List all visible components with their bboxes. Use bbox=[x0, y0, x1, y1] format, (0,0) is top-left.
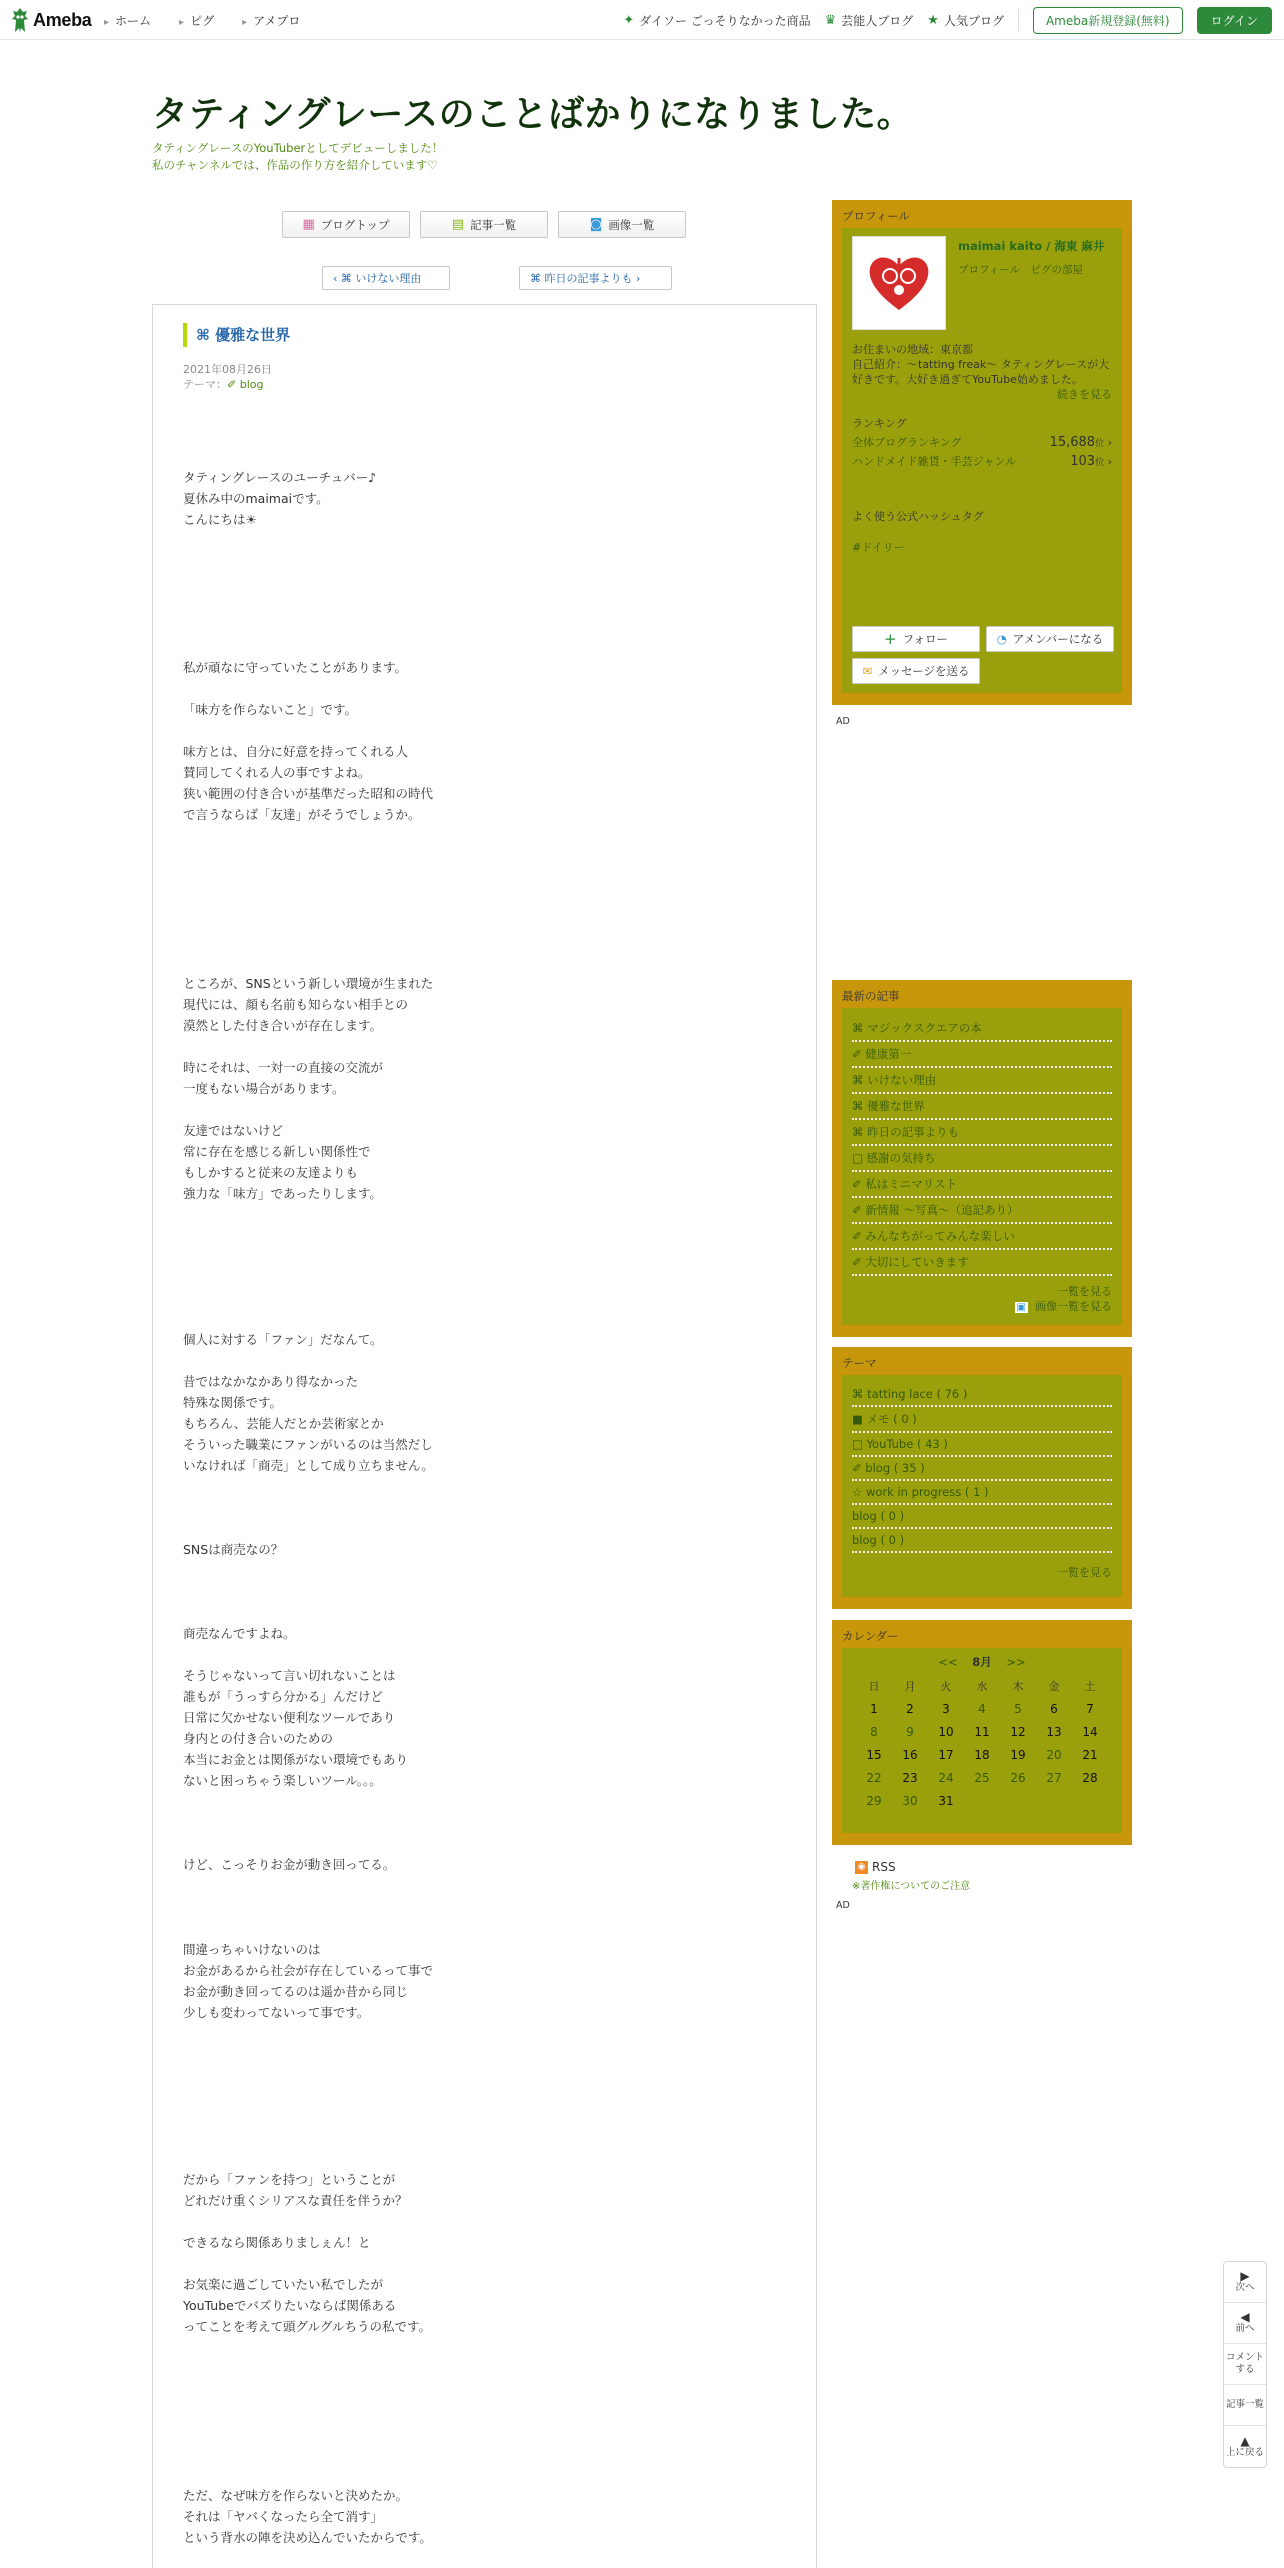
image-icon: ▣ bbox=[1016, 1302, 1026, 1313]
global-nav bbox=[104, 0, 300, 40]
item-icon: □ bbox=[852, 1437, 863, 1451]
item-icon: ✐ bbox=[852, 1461, 862, 1475]
calendar-empty-cell bbox=[1000, 1789, 1036, 1812]
item-icon: ⌘ bbox=[852, 1073, 864, 1087]
themes-inner bbox=[842, 1375, 1122, 1597]
item-icon: ☆ bbox=[852, 1485, 863, 1499]
calendar-weekday: 月 bbox=[904, 1679, 916, 1693]
calendar-grid bbox=[856, 1674, 1108, 1812]
theme-item[interactable] bbox=[852, 1383, 1112, 1407]
prev-button[interactable] bbox=[1224, 2303, 1266, 2344]
link-popular-label: 人気ブログ bbox=[943, 13, 1004, 28]
item-icon: ⌘ bbox=[852, 1125, 864, 1139]
ad-label: AD bbox=[836, 1900, 850, 1911]
profile-box bbox=[832, 200, 1132, 705]
prev-article-link[interactable] bbox=[322, 266, 450, 290]
recent-title: 大切にしていきます bbox=[865, 1255, 969, 1269]
calendar-day: 30 bbox=[902, 1793, 918, 1808]
arrow-left-icon: ◀ bbox=[1240, 2310, 1250, 2324]
theme-item[interactable] bbox=[852, 1457, 1112, 1481]
calendar-day-link[interactable]: 6 bbox=[1050, 1701, 1058, 1716]
article-paragraph: ただ、なぜ味方を作らないと決めたか。 それは「ヤバくなったら全て消す」 という背水の陣を決め込んでいたからです。 bbox=[183, 2488, 432, 2545]
themes-heading: テーマ bbox=[842, 1356, 877, 1370]
calendar-icon: ▦ bbox=[302, 217, 315, 232]
calendar-day-link[interactable]: 23 bbox=[902, 1770, 918, 1785]
calendar-inner bbox=[842, 1648, 1122, 1833]
image-list-link[interactable] bbox=[852, 1299, 1112, 1315]
article-paragraph: ところが、SNSという新しい環境が生まれた 現代には、顔も名前も知らない相手との 漠然とした付き合いが存在します。 時にそれは、一対一の直接の交流が 一度もない場合があります。 友達ではないけど 常に存在を感じる新しい関係性で もしかすると従来の友達よりも 強力な「味方」であったりします。 bbox=[183, 976, 434, 1201]
item-icon: ✐ bbox=[852, 1255, 862, 1269]
ranking-row[interactable] bbox=[852, 454, 1112, 471]
calendar-day-link[interactable]: 31 bbox=[938, 1793, 954, 1808]
camera-icon: ◙ bbox=[589, 217, 603, 232]
chat-icon: ◔ bbox=[996, 632, 1007, 646]
recent-title: 健康第一 bbox=[865, 1047, 912, 1061]
recent-item[interactable] bbox=[852, 1068, 1112, 1094]
recent-inner bbox=[842, 1008, 1122, 1325]
link-daiso-label: ダイソー ごっそりなかった商品 bbox=[639, 13, 811, 28]
divider bbox=[1018, 9, 1019, 31]
calendar-weekday: 日 bbox=[868, 1679, 880, 1693]
calendar-day-link[interactable]: 14 bbox=[1082, 1724, 1098, 1739]
calendar-day-link[interactable]: 15 bbox=[866, 1747, 882, 1762]
copyright-notice-link[interactable]: ※著作権についてのご注意 bbox=[852, 1881, 971, 1892]
calendar-day: 26 bbox=[1010, 1770, 1026, 1785]
calendar-weekday-row bbox=[856, 1674, 1108, 1697]
item-icon: ■ bbox=[852, 1412, 863, 1426]
calendar-weekday: 土 bbox=[1084, 1679, 1096, 1693]
profile-inner bbox=[842, 228, 1122, 693]
theme-title: blog ( 0 ) bbox=[852, 1509, 905, 1523]
recent-posts-box bbox=[832, 980, 1132, 1337]
ranking-unit: 位 bbox=[1095, 439, 1105, 449]
nav-home[interactable]: ▸ ホーム bbox=[104, 12, 151, 29]
calendar-week-row bbox=[856, 1743, 1108, 1766]
ranking-number: 103 bbox=[1070, 454, 1096, 469]
rss-icon: ◉ bbox=[855, 1861, 868, 1874]
recent-item[interactable] bbox=[852, 1172, 1112, 1198]
ranking-number: 15,688 bbox=[1049, 435, 1096, 450]
calendar-week-row bbox=[856, 1697, 1108, 1720]
calendar-day-link[interactable]: 11 bbox=[974, 1724, 990, 1739]
article-theme bbox=[183, 376, 263, 392]
image-list-button[interactable] bbox=[558, 211, 686, 238]
link-popular-blog[interactable] bbox=[927, 12, 1004, 29]
calendar-day: 24 bbox=[938, 1770, 954, 1785]
recent-item[interactable] bbox=[852, 1198, 1112, 1224]
sparkle-icon: ✦ bbox=[623, 12, 635, 28]
profile-residence: お住まいの地域：東京都 bbox=[852, 343, 973, 356]
recent-item[interactable] bbox=[852, 1224, 1112, 1250]
recent-title: 新情報 〜写真〜（追記あり） bbox=[865, 1203, 1019, 1217]
follow-label: フォロー bbox=[902, 632, 948, 646]
ranking-value: 15,688位 › bbox=[1049, 435, 1112, 450]
recent-title: マジックスクエアの本 bbox=[867, 1021, 982, 1035]
ranking-label: ハンドメイド雑貨・手芸ジャンル bbox=[852, 455, 1017, 468]
theme-item[interactable] bbox=[852, 1505, 1112, 1529]
calendar-month: 8月 bbox=[972, 1655, 992, 1669]
theme-title: work in progress ( 1 ) bbox=[865, 1485, 989, 1499]
next-article-label: 昨日の記事よりも bbox=[544, 272, 633, 285]
ranking-heading: ランキング bbox=[852, 417, 907, 430]
article-list-float-button[interactable]: 記事一覧 bbox=[1224, 2385, 1266, 2426]
theme-label: テーマ： bbox=[183, 378, 227, 391]
message-button[interactable] bbox=[852, 658, 980, 684]
theme-title: tatting lace ( 76 ) bbox=[867, 1387, 968, 1401]
calendar-week-row bbox=[856, 1789, 1108, 1812]
item-icon: ✐ bbox=[852, 1203, 862, 1217]
article-date: 2021年08月26日 bbox=[183, 363, 272, 376]
theme-item[interactable] bbox=[852, 1407, 1112, 1433]
calendar-day-link[interactable]: 28 bbox=[1082, 1770, 1098, 1785]
amember-button[interactable] bbox=[986, 626, 1114, 652]
item-icon: □ bbox=[852, 1151, 863, 1165]
chevron-right-icon: › bbox=[636, 271, 641, 285]
blog-description: タティングレースのYouTuberとしてデビューしました！ 私のチャンネルでは、作品の作り方を紹介しています♡ bbox=[152, 141, 444, 172]
comment-button[interactable]: コメント する bbox=[1224, 2344, 1266, 2385]
article-paragraph: 商売なんですよね。 そうじゃないって言い切れないことは 誰もが「うっすら分かる」んだけど 日常に欠かせない便利なツールであり 身内との付き合いのための 本当にお金とは関係がない環境でもあり ないと困っちゃう楽しいツール。。。 bbox=[183, 1626, 409, 1788]
blog-top-button[interactable] bbox=[282, 211, 410, 238]
pencil-icon: ✐ bbox=[227, 378, 237, 391]
calendar-week-row bbox=[856, 1720, 1108, 1743]
envelope-icon: ✉ bbox=[862, 664, 873, 678]
cmd-icon: ⌘ bbox=[530, 271, 541, 285]
recent-item[interactable] bbox=[852, 1120, 1112, 1146]
crown-icon: ♛ bbox=[824, 12, 837, 28]
themes-box bbox=[832, 1347, 1132, 1609]
calendar-heading: カレンダー bbox=[842, 1629, 899, 1643]
amember-label: アメンバーになる bbox=[1012, 632, 1104, 646]
article-paragraph: 間違っちゃいけないのは お金があるから社会が存在しているって事で お金が動き回ってるのは遥か昔から同じ 少しも変わってないって事です。 bbox=[183, 1942, 434, 2020]
theme-title: blog ( 0 ) bbox=[852, 1533, 905, 1547]
global-header bbox=[0, 0, 1284, 40]
blog-nav bbox=[282, 211, 686, 238]
profile-more-link[interactable]: 続きを見る bbox=[1057, 388, 1112, 401]
profile-intro: 自己紹介：〜tatting freak〜 タティングレースが大好きです。大好き過ぎてYouTube始めました。 bbox=[852, 358, 1110, 386]
calendar-day: 4 bbox=[978, 1701, 986, 1716]
calendar-day: 22 bbox=[866, 1770, 882, 1785]
back-to-top-label: 上に戻る bbox=[1225, 2446, 1264, 2458]
next-button[interactable] bbox=[1224, 2262, 1266, 2303]
link-celebrity-label: 芸能人ブログ bbox=[841, 13, 914, 28]
item-icon: ⌘ bbox=[852, 1021, 864, 1035]
calendar-day-link[interactable]: 18 bbox=[974, 1747, 990, 1762]
recent-title: 優雅な世界 bbox=[867, 1099, 925, 1113]
document-icon: ▤ bbox=[451, 217, 465, 232]
cmd-icon: ⌘ bbox=[340, 271, 352, 285]
calendar-day-link[interactable]: 13 bbox=[1046, 1724, 1062, 1739]
ranking-row[interactable] bbox=[852, 435, 1112, 452]
ameba-mascot-icon bbox=[10, 7, 30, 33]
cmd-icon: ⌘ bbox=[196, 326, 210, 344]
calendar-day-link[interactable]: 2 bbox=[906, 1701, 914, 1716]
recent-item[interactable] bbox=[852, 1042, 1112, 1068]
next-label: 次へ bbox=[1235, 2282, 1255, 2293]
calendar-empty-cell bbox=[964, 1789, 1000, 1812]
item-icon: ✐ bbox=[852, 1177, 862, 1191]
ranking-value: 103位 › bbox=[1070, 454, 1112, 469]
calendar-empty-cell bbox=[1072, 1789, 1108, 1812]
article-paragraph: だから「ファンを持つ」ということが どれだけ重くシリアスな責任を伴うか？ できるなら関係ありましぇん！と お気楽に過ごしていたい私でしたが YouTubeでバズりたいならば関係ある ってことを考えて頭グルグルちうの私です。 bbox=[183, 2172, 432, 2334]
calendar-day: 25 bbox=[974, 1770, 990, 1785]
ranking-label: 全体ブログランキング bbox=[852, 436, 962, 449]
ad-label: AD bbox=[836, 716, 850, 727]
calendar-day-link[interactable]: 10 bbox=[938, 1724, 954, 1739]
theme-item[interactable] bbox=[852, 1481, 1112, 1505]
next-article-link[interactable] bbox=[519, 266, 672, 290]
calendar-day: 20 bbox=[1046, 1747, 1062, 1762]
ameba-logo-text: Ameba bbox=[33, 9, 92, 30]
article-title-text: 優雅な世界 bbox=[215, 326, 291, 344]
article-list-label: 記事一覧 bbox=[470, 217, 517, 232]
register-button[interactable]: Ameba新規登録(無料) bbox=[1033, 7, 1183, 34]
profile-links[interactable]: プロフィール ピグの部屋 bbox=[958, 264, 1083, 276]
calendar-weekday: 火 bbox=[940, 1679, 952, 1693]
calendar-day: 27 bbox=[1046, 1770, 1062, 1785]
calendar-box bbox=[832, 1620, 1132, 1845]
article-paragraph: 私が頑なに守っていたことがあります。 「味方を作らないこと」です。 味方とは、自分に好意を持ってくれる人 賛同してくれる人の事ですよね。 狭い範囲の付き合いが基準だった昭和の時代 で言うならば「友達」がそうでしょうか。 bbox=[183, 660, 434, 822]
recent-item[interactable] bbox=[852, 1016, 1112, 1042]
recent-list-link[interactable]: 一覧を見る bbox=[1057, 1285, 1112, 1298]
recent-item[interactable] bbox=[852, 1250, 1112, 1276]
ranking-unit: 位 bbox=[1095, 458, 1105, 468]
nav-amepro[interactable]: ▸ アメプロ bbox=[242, 12, 300, 29]
rss-label: RSS bbox=[872, 1860, 896, 1874]
recent-item[interactable] bbox=[852, 1094, 1112, 1120]
calendar-day-link[interactable]: 19 bbox=[1010, 1747, 1026, 1762]
article-paragraph: SNSは商売なの？ bbox=[183, 1542, 284, 1557]
prev-article-label: いけない理由 bbox=[355, 272, 422, 285]
image-list-label: 画像一覧を見る bbox=[1035, 1300, 1112, 1313]
calendar-weekday: 金 bbox=[1048, 1679, 1060, 1693]
blog-top-label: ブログトップ bbox=[320, 217, 390, 232]
recent-item[interactable] bbox=[852, 1146, 1112, 1172]
floating-nav bbox=[1223, 2261, 1267, 2468]
recent-title: 昨日の記事よりも bbox=[867, 1125, 960, 1139]
message-label: メッセージを送る bbox=[878, 664, 970, 678]
login-button[interactable]: ログイン bbox=[1197, 7, 1272, 34]
link-daiso[interactable] bbox=[623, 12, 810, 29]
calendar-day: 5 bbox=[1014, 1701, 1022, 1716]
item-icon: ✐ bbox=[852, 1047, 862, 1061]
article-paragraph: けど、こっそりお金が動き回ってる。 bbox=[183, 1857, 396, 1872]
arrow-right-icon: ▶ bbox=[1240, 2269, 1250, 2283]
theme-title: メモ ( 0 ) bbox=[866, 1412, 917, 1426]
article-paragraph: 個人に対する「ファン」だなんて。 昔ではなかなかあり得なかった 特殊な関係です。 もちろん、芸能人だとか芸術家とか そういった職業にファンがいるのは当然だし いなければ「商売」として成り立ちません。 bbox=[183, 1332, 434, 1473]
theme-link[interactable]: blog bbox=[239, 378, 264, 391]
header-right bbox=[623, 0, 1272, 40]
article-paragraph: タティングレースのユーチュバー♪ 夏休み中のmaimaiです。 こんにちは☀ bbox=[183, 470, 377, 527]
calendar-prev[interactable]: << bbox=[938, 1655, 958, 1669]
theme-item[interactable] bbox=[852, 1433, 1112, 1457]
themes-list-link[interactable]: 一覧を見る bbox=[1057, 1566, 1112, 1579]
article bbox=[152, 304, 817, 2568]
arrow-up-icon: ▲ bbox=[1240, 2433, 1250, 2448]
follow-button[interactable] bbox=[852, 626, 980, 652]
calendar-day-link[interactable]: 12 bbox=[1010, 1724, 1026, 1739]
hashtag-link[interactable]: #ドイリー bbox=[852, 541, 905, 554]
calendar-empty-cell bbox=[1036, 1789, 1072, 1812]
calendar-day-link[interactable]: 21 bbox=[1082, 1747, 1098, 1762]
calendar-day-link[interactable]: 7 bbox=[1086, 1701, 1094, 1716]
calendar-day-link[interactable]: 3 bbox=[942, 1701, 950, 1716]
calendar-day: 29 bbox=[866, 1793, 882, 1808]
heart-lace-icon bbox=[864, 248, 934, 318]
recent-title: 私はミニマリスト bbox=[865, 1177, 958, 1191]
recent-title: 感謝の気持ち bbox=[866, 1151, 936, 1165]
image-list-label: 画像一覧 bbox=[608, 217, 655, 232]
article-list-button[interactable] bbox=[420, 211, 548, 238]
calendar-month-nav bbox=[856, 1654, 1108, 1674]
link-celebrity-blog[interactable] bbox=[825, 12, 914, 29]
rss-link[interactable] bbox=[855, 1860, 896, 1874]
calendar-day-link[interactable]: 16 bbox=[902, 1747, 918, 1762]
calendar-weekday: 水 bbox=[976, 1679, 988, 1693]
theme-title: blog ( 35 ) bbox=[865, 1461, 925, 1475]
back-to-top-button[interactable] bbox=[1224, 2426, 1266, 2467]
calendar-day: 8 bbox=[870, 1724, 878, 1739]
item-icon: ⌘ bbox=[852, 1387, 864, 1401]
profile-heading: プロフィール bbox=[842, 209, 910, 223]
calendar-next[interactable]: >> bbox=[1006, 1655, 1026, 1669]
recent-heading: 最新の記事 bbox=[842, 989, 900, 1003]
profile-name[interactable]: maimai kaito / 海東 麻井 bbox=[958, 239, 1105, 253]
calendar-day-link[interactable]: 17 bbox=[938, 1747, 954, 1762]
ameba-logo[interactable] bbox=[10, 7, 92, 33]
nav-pigg[interactable]: ▸ ピグ bbox=[179, 12, 214, 29]
recent-title: いけない理由 bbox=[867, 1073, 937, 1087]
hashtag-heading: よく使う公式ハッシュタグ bbox=[852, 510, 984, 523]
calendar-day-link[interactable]: 1 bbox=[870, 1701, 878, 1716]
profile-avatar[interactable] bbox=[852, 236, 946, 330]
calendar-weekday: 木 bbox=[1012, 1679, 1024, 1693]
chevron-left-icon: ‹ bbox=[333, 271, 338, 285]
star-icon: ★ bbox=[927, 12, 939, 28]
item-icon: ✐ bbox=[852, 1229, 862, 1243]
blog-title[interactable]: タティングレースのことばかりになりました。 bbox=[152, 94, 914, 135]
recent-title: みんなちがってみんな楽しい bbox=[865, 1229, 1015, 1243]
prev-label: 前へ bbox=[1235, 2323, 1255, 2334]
calendar-week-row bbox=[856, 1766, 1108, 1789]
calendar-day: 9 bbox=[906, 1724, 914, 1739]
article-title[interactable] bbox=[183, 323, 290, 347]
theme-title: YouTube ( 43 ) bbox=[866, 1437, 948, 1451]
item-icon: ⌘ bbox=[852, 1099, 864, 1113]
theme-item[interactable] bbox=[852, 1529, 1112, 1553]
plus-icon: + bbox=[883, 630, 897, 648]
